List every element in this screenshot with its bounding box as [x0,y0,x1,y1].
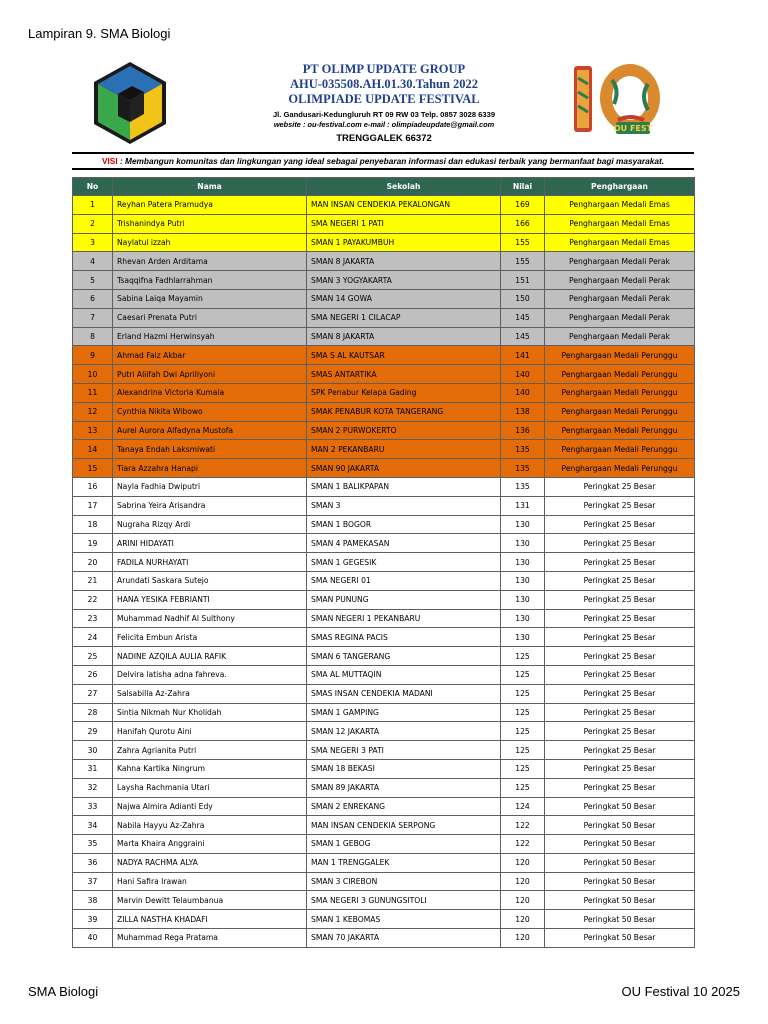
cell-score: 130 [501,590,545,609]
organization-header [240,62,528,145]
cell-award: Penghargaan Medali Emas [545,214,695,233]
cell-name: Putri Aliifah Dwi Apriliyoni [113,365,307,384]
cell-school: SMA AL MUTTAQIN [307,665,501,684]
table-row [73,459,695,478]
cell-school: SMAN NEGERI 1 PEKANBARU [307,609,501,628]
footer-subject: SMA Biologi [28,984,99,999]
cell-award: Penghargaan Medali Perak [545,327,695,346]
cell-name: Kahna Kartika Ningrum [113,759,307,778]
cell-award: Penghargaan Medali Perunggu [545,421,695,440]
cell-school: SMAN 6 TANGERANG [307,647,501,666]
cell-school: SMAN 12 JAKARTA [307,722,501,741]
cell-no: 1 [73,196,113,215]
cell-score: 169 [501,196,545,215]
cell-score: 122 [501,835,545,854]
cell-no: 29 [73,722,113,741]
table-row [73,421,695,440]
cell-award: Peringkat 25 Besar [545,684,695,703]
cell-score: 125 [501,647,545,666]
cell-school: SMAN 1 PAYAKUMBUH [307,233,501,252]
table-body [73,196,695,948]
cell-school: MAN INSAN CENDEKIA PEKALONGAN [307,196,501,215]
cell-score: 130 [501,628,545,647]
cell-school: SMAN PUNUNG [307,590,501,609]
table-row [73,534,695,553]
cell-award: Penghargaan Medali Perak [545,271,695,290]
cell-school: SMAN 89 JAKARTA [307,778,501,797]
cell-score: 150 [501,289,545,308]
table-row [73,703,695,722]
cell-award: Peringkat 25 Besar [545,703,695,722]
cell-name: Najwa Almira Adianti Edy [113,797,307,816]
table-row [73,778,695,797]
cell-score: 122 [501,816,545,835]
ou-fest-text: OU FEST [613,124,653,133]
cell-score: 130 [501,553,545,572]
cell-name: Nabila Hayyu Az-Zahra [113,816,307,835]
table-row [73,327,695,346]
cell-no: 13 [73,421,113,440]
cell-no: 11 [73,383,113,402]
cell-school: SMAN 8 JAKARTA [307,327,501,346]
cell-name: Alexandrina Victoria Kumala [113,383,307,402]
cell-award: Penghargaan Medali Perak [545,289,695,308]
cell-name: Zahra Agrianita Putri [113,741,307,760]
table-row [73,365,695,384]
cell-score: 151 [501,271,545,290]
cell-no: 33 [73,797,113,816]
header-score: Nilai [501,178,545,196]
table-row [73,647,695,666]
org-website: website : ou-festival.com e-mail : olimpiadeupdate@gmail.com [273,120,495,129]
cell-score: 125 [501,778,545,797]
cell-score: 136 [501,421,545,440]
cell-score: 125 [501,665,545,684]
cell-award: Peringkat 50 Besar [545,891,695,910]
cell-score: 120 [501,929,545,948]
table-row [73,853,695,872]
cell-award: Penghargaan Medali Perunggu [545,402,695,421]
cell-award: Peringkat 50 Besar [545,929,695,948]
cell-school: SMAN 3 CIREBON [307,872,501,891]
cell-name: Felicita Embun Arista [113,628,307,647]
cell-award: Penghargaan Medali Perak [545,252,695,271]
cell-no: 36 [73,853,113,872]
cell-no: 21 [73,571,113,590]
cell-award: Penghargaan Medali Perunggu [545,346,695,365]
cell-award: Peringkat 25 Besar [545,571,695,590]
table-row [73,515,695,534]
table-row [73,759,695,778]
cell-score: 124 [501,797,545,816]
table-row [73,477,695,496]
cell-award: Peringkat 25 Besar [545,609,695,628]
cell-award: Peringkat 25 Besar [545,553,695,572]
org-city: TRENGGALEK 66372 [336,133,432,144]
cell-no: 4 [73,252,113,271]
table-row [73,346,695,365]
table-row [73,741,695,760]
org-name: PT OLIMP UPDATE GROUP [302,62,466,76]
cell-no: 31 [73,759,113,778]
cell-school: SMAN 70 JAKARTA [307,929,501,948]
table-row [73,214,695,233]
cell-school: SMAN 3 YOGYAKARTA [307,271,501,290]
cell-no: 2 [73,214,113,233]
cell-name: Nayla Fadhia Dwiputri [113,477,307,496]
page-label: Lampiran 9. SMA Biologi [28,26,171,41]
cell-award: Peringkat 25 Besar [545,647,695,666]
cell-name: Erland Hazmi Herwinsyah [113,327,307,346]
table-row [73,271,695,290]
table-row [73,289,695,308]
table-row [73,308,695,327]
cell-school: SPK Penabur Kelapa Gading [307,383,501,402]
footer-event: OU Festival 10 2025 [621,984,740,999]
cell-score: 135 [501,459,545,478]
cell-name: Marvin Dewitt Telaumbanua [113,891,307,910]
cell-score: 155 [501,252,545,271]
cell-school: SMA NEGERI 01 [307,571,501,590]
cell-name: ARINI HIDAYATI [113,534,307,553]
cell-no: 30 [73,741,113,760]
cell-school: SMAS ANTARTIKA [307,365,501,384]
cell-school: SMAN 3 [307,496,501,515]
vision-text: : Membangun komunitas dan lingkungan yang ideal sebagai penyebaran informasi dan edukasi terbaik yang bermanfaat bagi masyarakat. [117,156,665,166]
cell-score: 145 [501,308,545,327]
cell-no: 32 [73,778,113,797]
cell-no: 35 [73,835,113,854]
cell-no: 14 [73,440,113,459]
table-row [73,628,695,647]
cell-award: Penghargaan Medali Perak [545,308,695,327]
cell-award: Peringkat 25 Besar [545,759,695,778]
cell-score: 130 [501,534,545,553]
table-row [73,891,695,910]
cell-award: Penghargaan Medali Perunggu [545,365,695,384]
cell-no: 39 [73,910,113,929]
cell-school: SMA NEGERI 1 PATI [307,214,501,233]
cell-award: Peringkat 25 Besar [545,722,695,741]
vision-statement [72,156,694,166]
org-registration: AHU-035508.AH.01.30.Tahun 2022 [289,77,479,91]
cell-score: 125 [501,703,545,722]
event-name: OLIMPIADE UPDATE FESTIVAL [288,92,480,106]
cell-award: Penghargaan Medali Perunggu [545,383,695,402]
cell-no: 12 [73,402,113,421]
results-table [72,177,695,948]
cell-no: 7 [73,308,113,327]
cell-school: SMAS INSAN CENDEKIA MADANI [307,684,501,703]
cell-award: Peringkat 25 Besar [545,590,695,609]
cell-school: SMA S AL KAUTSAR [307,346,501,365]
cell-school: SMAS REGINA PACIS [307,628,501,647]
cell-score: 130 [501,609,545,628]
table-row [73,233,695,252]
cell-school: MAN INSAN CENDEKIA SERPONG [307,816,501,835]
cell-score: 125 [501,722,545,741]
table-row [73,816,695,835]
cell-score: 125 [501,759,545,778]
cell-award: Peringkat 25 Besar [545,778,695,797]
table-row [73,797,695,816]
cell-score: 120 [501,891,545,910]
cell-name: Arundati Saskara Sutejo [113,571,307,590]
cell-name: Tiara Azzahra Hanapi [113,459,307,478]
cell-name: Cynthia Nikita Wibowo [113,402,307,421]
header-rule-top [72,152,694,154]
cell-award: Peringkat 50 Besar [545,910,695,929]
cell-score: 131 [501,496,545,515]
cell-award: Peringkat 25 Besar [545,477,695,496]
cell-no: 9 [73,346,113,365]
cell-no: 17 [73,496,113,515]
cell-school: SMAN 1 GAMPING [307,703,501,722]
cell-no: 18 [73,515,113,534]
cell-award: Penghargaan Medali Perunggu [545,459,695,478]
table-row [73,402,695,421]
cell-school: SMA NEGERI 3 GUNUNGSITOLI [307,891,501,910]
cell-name: Trishanindya Putri [113,214,307,233]
cell-name: Salsabilla Az-Zahra [113,684,307,703]
cell-award: Peringkat 25 Besar [545,628,695,647]
cell-award: Peringkat 50 Besar [545,853,695,872]
cell-name: Tanaya Endah Laksmiwati [113,440,307,459]
cell-score: 140 [501,365,545,384]
cell-name: Nugraha Rizqy Ardi [113,515,307,534]
cell-name: Delvira latisha adna fahreva. [113,665,307,684]
cell-name: ZILLA NASTHA KHADAFI [113,910,307,929]
cell-name: Muhammad Nadhif Al Sulthony [113,609,307,628]
cell-award: Peringkat 25 Besar [545,665,695,684]
cell-award: Peringkat 25 Besar [545,534,695,553]
cell-no: 34 [73,816,113,835]
cell-no: 16 [73,477,113,496]
cell-award: Peringkat 25 Besar [545,496,695,515]
cell-award: Peringkat 50 Besar [545,872,695,891]
cell-award: Peringkat 25 Besar [545,741,695,760]
cell-no: 15 [73,459,113,478]
cell-score: 138 [501,402,545,421]
cell-school: SMA NEGERI 1 CILACAP [307,308,501,327]
cell-school: MAN 2 PEKANBARU [307,440,501,459]
table-row [73,722,695,741]
cell-name: Muhammad Rega Pratama [113,929,307,948]
cell-no: 37 [73,872,113,891]
table-row [73,835,695,854]
org-address: Jl. Gandusari-Kedungluruh RT 09 RW 03 Telp. 0857 3028 6339 [272,110,496,119]
cell-school: SMA NEGERI 3 PATI [307,741,501,760]
cell-name: Ahmad Faiz Akbar [113,346,307,365]
cell-score: 120 [501,853,545,872]
table-row [73,571,695,590]
table-row [73,929,695,948]
cell-award: Penghargaan Medali Perunggu [545,440,695,459]
cell-award: Peringkat 50 Besar [545,797,695,816]
cell-name: Hanifah Qurotu Aini [113,722,307,741]
table-row [73,609,695,628]
cell-school: SMAN 8 JAKARTA [307,252,501,271]
cell-no: 22 [73,590,113,609]
header-award: Penghargaan [545,178,695,196]
cell-no: 27 [73,684,113,703]
cell-no: 24 [73,628,113,647]
cell-name: Naylatul izzah [113,233,307,252]
cell-no: 38 [73,891,113,910]
cell-no: 40 [73,929,113,948]
cell-name: FADILA NURHAYATI [113,553,307,572]
table-row [73,684,695,703]
cell-name: Aurel Aurora Alfadyna Mustofa [113,421,307,440]
cell-award: Peringkat 25 Besar [545,515,695,534]
cell-school: SMAN 90 JAKARTA [307,459,501,478]
cell-name: Marta Khaira Anggraini [113,835,307,854]
cell-school: SMAN 1 BOGOR [307,515,501,534]
cell-school: SMAN 2 ENREKANG [307,797,501,816]
cell-no: 23 [73,609,113,628]
ou-group-logo [92,60,168,146]
cell-school: SMAN 4 PAMEKASAN [307,534,501,553]
vision-label: VISI [101,156,118,166]
cell-score: 130 [501,515,545,534]
cell-name: Reyhan Patera Pramudya [113,196,307,215]
table-row [73,553,695,572]
cell-name: HANA YESIKA FEBRIANTI [113,590,307,609]
cell-score: 145 [501,327,545,346]
cell-score: 120 [501,872,545,891]
cell-no: 10 [73,365,113,384]
table-row [73,590,695,609]
cell-school: MAN 1 TRENGGALEK [307,853,501,872]
cell-no: 8 [73,327,113,346]
cell-score: 130 [501,571,545,590]
cell-school: SMAN 18 BEKASI [307,759,501,778]
cell-name: Caesari Prenata Putri [113,308,307,327]
cell-no: 26 [73,665,113,684]
header-school: Sekolah [307,178,501,196]
cell-no: 19 [73,534,113,553]
cell-score: 140 [501,383,545,402]
cell-school: SMAN 1 GEGESIK [307,553,501,572]
cell-school: SMAN 14 GOWA [307,289,501,308]
cell-name: Sintia Nikmah Nur Kholidah [113,703,307,722]
header-no: No [73,178,113,196]
header-rule-bottom [72,168,694,170]
cell-no: 6 [73,289,113,308]
cell-no: 5 [73,271,113,290]
cell-award: Penghargaan Medali Emas [545,233,695,252]
cell-name: Tsaqqifna Fadhlarrahman [113,271,307,290]
cell-award: Peringkat 50 Besar [545,816,695,835]
table-row [73,440,695,459]
header-name: Nama [113,178,307,196]
cell-name: Rhevan Arden Arditama [113,252,307,271]
cell-score: 141 [501,346,545,365]
cell-school: SMAN 1 BALIKPAPAN [307,477,501,496]
cell-score: 125 [501,741,545,760]
cell-score: 166 [501,214,545,233]
table-row [73,665,695,684]
table-row [73,196,695,215]
cell-name: NADYA RACHMA ALYA [113,853,307,872]
cell-score: 155 [501,233,545,252]
cell-no: 25 [73,647,113,666]
cell-name: Sabina Laiqa Mayamin [113,289,307,308]
table-row [73,910,695,929]
cell-score: 135 [501,477,545,496]
cell-score: 125 [501,684,545,703]
cell-award: Penghargaan Medali Emas [545,196,695,215]
cell-no: 20 [73,553,113,572]
ou-fest-logo [568,60,668,140]
cell-score: 135 [501,440,545,459]
table-row [73,383,695,402]
table-header-row [73,178,695,196]
cell-school: SMAN 1 GEBOG [307,835,501,854]
cell-name: Laysha Rachmania Utari [113,778,307,797]
table-row [73,252,695,271]
cell-school: SMAN 1 KEBOMAS [307,910,501,929]
cell-name: Hani Safira Irawan [113,872,307,891]
cell-score: 120 [501,910,545,929]
cell-school: SMAN 2 PURWOKERTO [307,421,501,440]
cell-no: 28 [73,703,113,722]
cell-no: 3 [73,233,113,252]
table-row [73,872,695,891]
cell-name: NADINE AZQILA AULIA RAFIK [113,647,307,666]
cell-award: Peringkat 50 Besar [545,835,695,854]
cell-school: SMAK PENABUR KOTA TANGERANG [307,402,501,421]
table-row [73,496,695,515]
cell-name: Sabrina Yeira Arisandra [113,496,307,515]
